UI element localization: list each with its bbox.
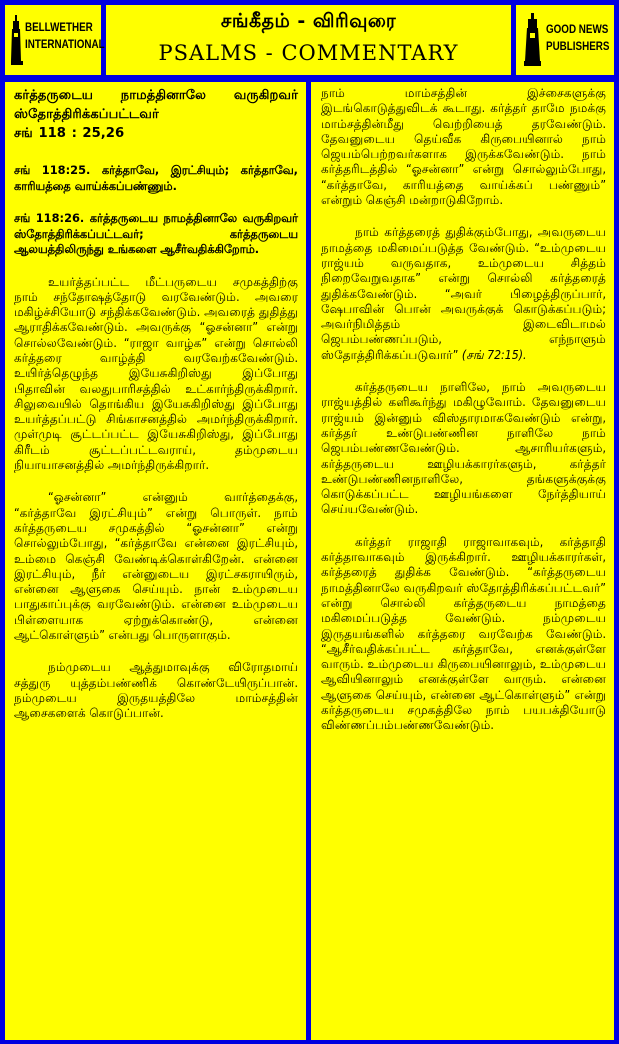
logo-right-line1: GOOD NEWS	[546, 22, 609, 36]
scripture-citation: (சங் 72:15).	[461, 347, 527, 362]
paragraph: கர்த்தருடைய நாளிலே, நாம் அவருடைய ராஜ்யத்தில் களிகூர்ந்து மகிழுவோம். தேவனுடைய ராஜ்யம் இன்னும் விஸ்தாரமாகவேண்டும் என்று, கர்த்தர் உண்டுபண்ணின நாளிலே நாம் ஜெபம்பண்ணவேண்டும். ஆசாரியர்களும், கர்த்தருடைய ஊழியக்காரர்களும், கர்த்தர் உண்டுபண்ணினநாளிலே, தங்களுக்குக்கு கொடுக்கப்பட்ட ஊழியங்களை நேர்த்தியாய் செய்யவேண்டும்.	[321, 380, 606, 517]
paragraph: கர்த்தர் ராஜாதி ராஜாவாகவும், கர்த்தாதி கர்த்தாவாகவும் இருக்கிறார். ஊழியக்காரர்கள், கர்த்தரைத் துதிக்க வேண்டும். “கர்த்தருடைய நாமத்தினாலே வருகிறவர் ஸ்தோத்திரிக்கப்பட்டவர்” என்று சொல்லி கர்த்தருடைய நாமத்தை மகிமைப்படுத்த வேண்டும். நம்முடைய இருதயங்களில் கர்த்தரை வரவேற்க வேண்டும். “ஆசீர்வதிக்கப்பட்ட கர்த்தாவே, எனக்குள்ளே வாரும். உம்முடைய கிருபையினாலும், உம்முடைய ஆவியினாலும் எனக்குள்ளே வாரும். என்னை ஆளுகை செய்யும், என்னை ஆட்கொள்ளும்” என்று கர்த்தருடைய சமுகத்திலே நாம் பயபக்தியோடு விண்ணப்பம்பண்ணவேண்டும்.	[321, 534, 606, 733]
logo-left-line1: BELLWETHER	[25, 20, 93, 34]
paragraph	[321, 225, 606, 363]
logo-right-line2: PUBLISHERS	[546, 39, 610, 53]
good-news-logo-text	[546, 21, 609, 55]
verse-25: சங் 118:25. கர்த்தாவே, இரட்சியும்; கர்த்தாவே, காரியத்தை வாய்க்கப்பண்ணும்.	[14, 163, 298, 193]
left-column	[5, 82, 306, 1040]
paragraph: நம்முடைய ஆத்துமாவுக்கு விரோதமாய் சத்துரு யுத்தம்பண்ணிக் கொண்டேயிருப்பான். நம்முடைய இருதயத்திலே மாம்சத்தின் ஆசைகளைக் கொடுப்பான்.	[14, 660, 298, 721]
heading-line-2: ஸ்தோத்திரிக்கப்பட்டவர்	[14, 107, 159, 122]
page-title-tamil: சங்கீதம் - விரிவுரை	[220, 10, 397, 32]
logo-left-line2: INTERNATIONAL	[25, 37, 105, 51]
verse-26: சங் 118:26. கர்த்தருடைய நாமத்தினாலே வருகிறவர் ஸ்தோத்திரிக்கப்பட்டவர்; கர்த்தருடைய ஆலயத்திலிருந்து உங்களை ஆசீர்வதிக்கிறோம்.	[14, 211, 298, 256]
bellwether-logo	[5, 5, 105, 75]
page-frame	[2, 2, 617, 1042]
paragraph-text: நாம் கர்த்தரைத் துதிக்கும்போது, அவருடைய நாமத்தை மகிமைப்படுத்த வேண்டும். “உம்முடைய ராஜ்யம் வருவதாக, உம்முடைய சித்தம் நிறைவேறுவதாக” என்று சொல்லி கர்த்தரைத் துதிக்கவேண்டும். “அவர் பிழைத்திருப்பார், ஷேபாவின் பொன் அவருக்குக் கொடுக்கப்படும்; அவர்நிமித்தம் இடைவிடாமல் ஜெபம்பண்ணப்படும், எந்நாளும் ஸ்தோத்திரிக்கப்படுவார்”	[321, 225, 606, 362]
bellwether-logo-text	[25, 19, 105, 53]
paragraph: “ஓசன்னா” என்னும் வார்த்தைக்கு, “கர்த்தாவே இரட்சியும்” என்று பொருள். நாம் கர்த்தருடைய சமுகத்தில் “ஓசன்னா” என்று சொல்லும்போது, “கர்த்தாவே என்னை இரட்சியும், உம்மை கெஞ்சி வேண்டிக்கொள்கிறேன். என்னை இரட்சியும், நீர் என்னுடைய இரட்சகராயிரும், என்னை ஆளுகை செய்யும். நான் உம்முடைய பாதுகாப்புக்கு வரவேண்டும். என்னை உம்முடைய பிள்ளையாக ஏற்றுக்கொண்டு, என்னை ஆட்கொள்ளும்” என்பது பொருளாகும்.	[14, 490, 298, 643]
article-heading	[14, 86, 298, 143]
page-title-english: PSALMS - COMMENTARY	[158, 41, 459, 65]
heading-line-1: கர்த்தருடைய நாமத்தினாலே வருகிறவர்	[14, 88, 298, 103]
paragraph: உயர்த்தப்பட்ட மீட்பருடைய சமுகத்திற்கு நாம் சந்தோஷத்தோடு வரவேண்டும். அவரை மகிழ்ச்சியோடு சந்திக்கவேண்டும். அவரைத் துதித்து ஆராதிக்கவேண்டும். அவருக்கு “ஓசன்னா” என்று சொல்லவேண்டும். “ராஜா வாழ்க” என்று சொல்லி கர்த்தரை வாழ்த்தி வரவேற்கவேண்டும். உயிர்த்தெழுந்த இயேசுகிறிஸ்து இப்போது பிதாவின் வலதுபாரிசத்தில் உட்கார்ந்திருக்கிறார். சிலுவையில் தொங்கிய இயேசுகிறிஸ்து இப்போது உயர்த்தப்பட்டு சிங்காசனத்தில் அமர்ந்திருக்கிறார். முள்முடி சூட்டப்பட்ட இயேசுகிறிஸ்து, இப்போது கிரீடம் சூட்டப்பட்டவராய், தம்முடைய நியாயாசனத்தில் அமர்ந்திருக்கிறார்.	[14, 274, 298, 473]
page-header	[2, 2, 617, 78]
paragraph: நாம் மாம்சத்தின் இச்சைகளுக்கு இடங்கொடுத்துவிடக் கூடாது. கர்த்தர் தாமே நமக்கு மாம்சத்தின்மீது வெற்றியைத் தரவேண்டும். தேவனுடைய தெய்வீக கிருபையினால் நாம் ஜெயம்பெற்றவர்களாக இருக்கவேண்டும். நாம் கர்த்தரிடத்தில் “ஓசன்னா” என்று சொல்லும்போது, “கர்த்தாவே, காரியத்தை வாய்க்கப் பண்ணும்” என்றும் கெஞ்சி மன்றாடுகிறோம்.	[321, 86, 606, 208]
right-column	[311, 82, 614, 1040]
tower-icon	[524, 13, 542, 67]
heading-reference: சங் 118 : 25,26	[14, 126, 125, 141]
title-box	[106, 5, 511, 75]
good-news-logo	[516, 5, 614, 75]
tower-icon	[11, 15, 25, 65]
